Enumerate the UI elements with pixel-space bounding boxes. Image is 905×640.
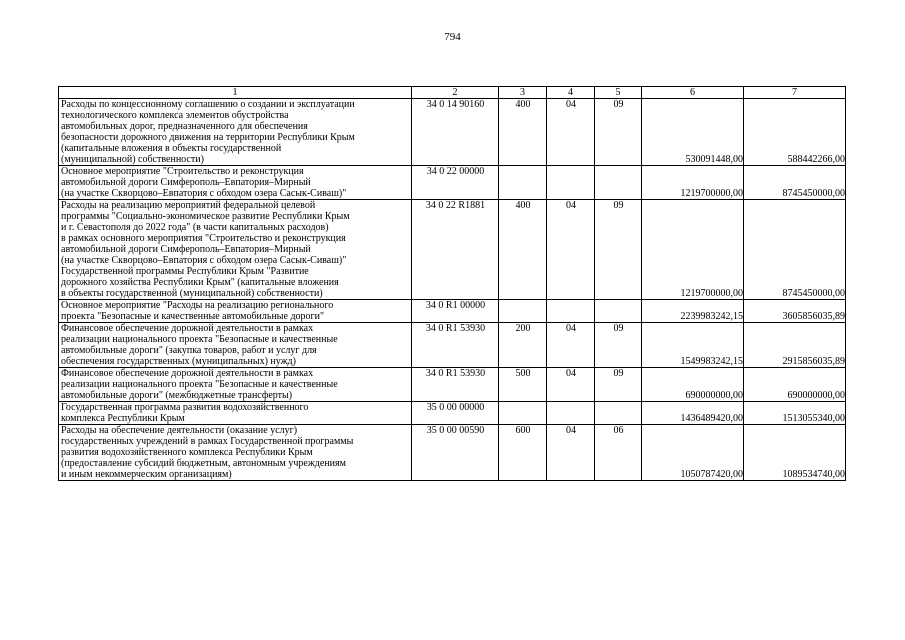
budget-table bbox=[58, 86, 846, 481]
section-code: 04 bbox=[547, 99, 595, 166]
expense-type-code: 500 bbox=[499, 368, 547, 402]
section-code: 04 bbox=[547, 425, 595, 481]
subsection-code bbox=[595, 300, 642, 323]
row-description: Основное мероприятие "Расходы на реализацию регионального проекта "Безопасные и качественные автомобильные дороги" bbox=[59, 300, 412, 323]
column-header: 3 bbox=[499, 87, 547, 99]
row-description: Финансовое обеспечение дорожной деятельности в рамках реализации национального проекта "Безопасные и качественные автомобильные дороги" (межбюджетные трансферты) bbox=[59, 368, 412, 402]
amount-col-6: 2239983242,15 bbox=[642, 300, 744, 323]
page-number: 794 bbox=[444, 31, 461, 43]
column-header: 5 bbox=[595, 87, 642, 99]
expense-type-code: 400 bbox=[499, 99, 547, 166]
section-code bbox=[547, 300, 595, 323]
classification-code: 34 0 22 00000 bbox=[412, 166, 499, 200]
subsection-code: 09 bbox=[595, 323, 642, 368]
expense-type-code: 200 bbox=[499, 323, 547, 368]
amount-col-7: 2915856035,89 bbox=[744, 323, 846, 368]
expense-type-code bbox=[499, 300, 547, 323]
column-header: 1 bbox=[59, 87, 412, 99]
subsection-code: 09 bbox=[595, 99, 642, 166]
section-code: 04 bbox=[547, 323, 595, 368]
column-header: 4 bbox=[547, 87, 595, 99]
table-row bbox=[59, 200, 846, 300]
section-code: 04 bbox=[547, 200, 595, 300]
amount-col-6: 1219700000,00 bbox=[642, 200, 744, 300]
expense-type-code bbox=[499, 166, 547, 200]
amount-col-6: 1219700000,00 bbox=[642, 166, 744, 200]
row-description: Государственная программа развития водохозяйственного комплекса Республики Крым bbox=[59, 402, 412, 425]
subsection-code: 06 bbox=[595, 425, 642, 481]
table-row bbox=[59, 99, 846, 166]
amount-col-6: 1436489420,00 bbox=[642, 402, 744, 425]
row-description: Расходы по концессионному соглашению о создании и эксплуатации технологического комплекса элементов обустройства автомобильных дорог, предназначенного для обеспечения безопасности дорожного движения на территории Республики Крым (капитальные вложения в объекты государственной (муниципальной) собственности) bbox=[59, 99, 412, 166]
amount-col-6: 690000000,00 bbox=[642, 368, 744, 402]
table-row bbox=[59, 300, 846, 323]
column-header: 6 bbox=[642, 87, 744, 99]
classification-code: 34 0 22 R1881 bbox=[412, 200, 499, 300]
amount-col-7: 1513055340,00 bbox=[744, 402, 846, 425]
row-description: Основное мероприятие "Строительство и реконструкция автомобильной дороги Симферополь–Евпатория–Мирный (на участке Скворцово–Евпатория с обходом озера Сасык-Сиваш)" bbox=[59, 166, 412, 200]
classification-code: 35 0 00 00000 bbox=[412, 402, 499, 425]
amount-col-7: 1089534740,00 bbox=[744, 425, 846, 481]
row-description: Расходы на обеспечение деятельности (оказание услуг) государственных учреждений в рамках Государственной программы развития водохозяйственного комплекса Республики Крым (предоставление субсидий бюджетным, автономным учреждениям и иным некоммерческим организациям) bbox=[59, 425, 412, 481]
column-header-row bbox=[59, 87, 846, 99]
amount-col-6: 530091448,00 bbox=[642, 99, 744, 166]
table-row bbox=[59, 166, 846, 200]
section-code: 04 bbox=[547, 368, 595, 402]
amount-col-7: 8745450000,00 bbox=[744, 200, 846, 300]
column-header: 2 bbox=[412, 87, 499, 99]
expense-type-code: 600 bbox=[499, 425, 547, 481]
classification-code: 34 0 R1 53930 bbox=[412, 323, 499, 368]
classification-code: 34 0 R1 53930 bbox=[412, 368, 499, 402]
subsection-code: 09 bbox=[595, 368, 642, 402]
subsection-code bbox=[595, 166, 642, 200]
amount-col-7: 690000000,00 bbox=[744, 368, 846, 402]
amount-col-7: 588442266,00 bbox=[744, 99, 846, 166]
column-header: 7 bbox=[744, 87, 846, 99]
table-row bbox=[59, 323, 846, 368]
subsection-code bbox=[595, 402, 642, 425]
classification-code: 34 0 R1 00000 bbox=[412, 300, 499, 323]
row-description: Финансовое обеспечение дорожной деятельности в рамках реализации национального проекта "Безопасные и качественные автомобильные дороги" (закупка товаров, работ и услуг для обеспечения государственных (муниципальных) нужд) bbox=[59, 323, 412, 368]
section-code bbox=[547, 402, 595, 425]
expense-type-code: 400 bbox=[499, 200, 547, 300]
amount-col-6: 1050787420,00 bbox=[642, 425, 744, 481]
classification-code: 35 0 00 00590 bbox=[412, 425, 499, 481]
amount-col-7: 8745450000,00 bbox=[744, 166, 846, 200]
row-description: Расходы на реализацию мероприятий федеральной целевой программы "Социально-экономическое развитие Республики Крым и г. Севастополя до 2022 года" (в части капитальных расходов) в рамках основного мероприятия "Строительство и реконструкция автомобильной дороги Симферополь–Евпатория–Мирный (на участке Скворцово–Евпатория с обходом озера Сасык-Сиваш)" Государственной программы Республики Крым "Развитие дорожного хозяйства Республики Крым" (капитальные вложения в объекты государственной (муниципальной) собственности) bbox=[59, 200, 412, 300]
amount-col-7: 3605856035,89 bbox=[744, 300, 846, 323]
table-row bbox=[59, 425, 846, 481]
classification-code: 34 0 14 90160 bbox=[412, 99, 499, 166]
subsection-code: 09 bbox=[595, 200, 642, 300]
amount-col-6: 1549983242,15 bbox=[642, 323, 744, 368]
table-row bbox=[59, 368, 846, 402]
expense-type-code bbox=[499, 402, 547, 425]
section-code bbox=[547, 166, 595, 200]
table-row bbox=[59, 402, 846, 425]
